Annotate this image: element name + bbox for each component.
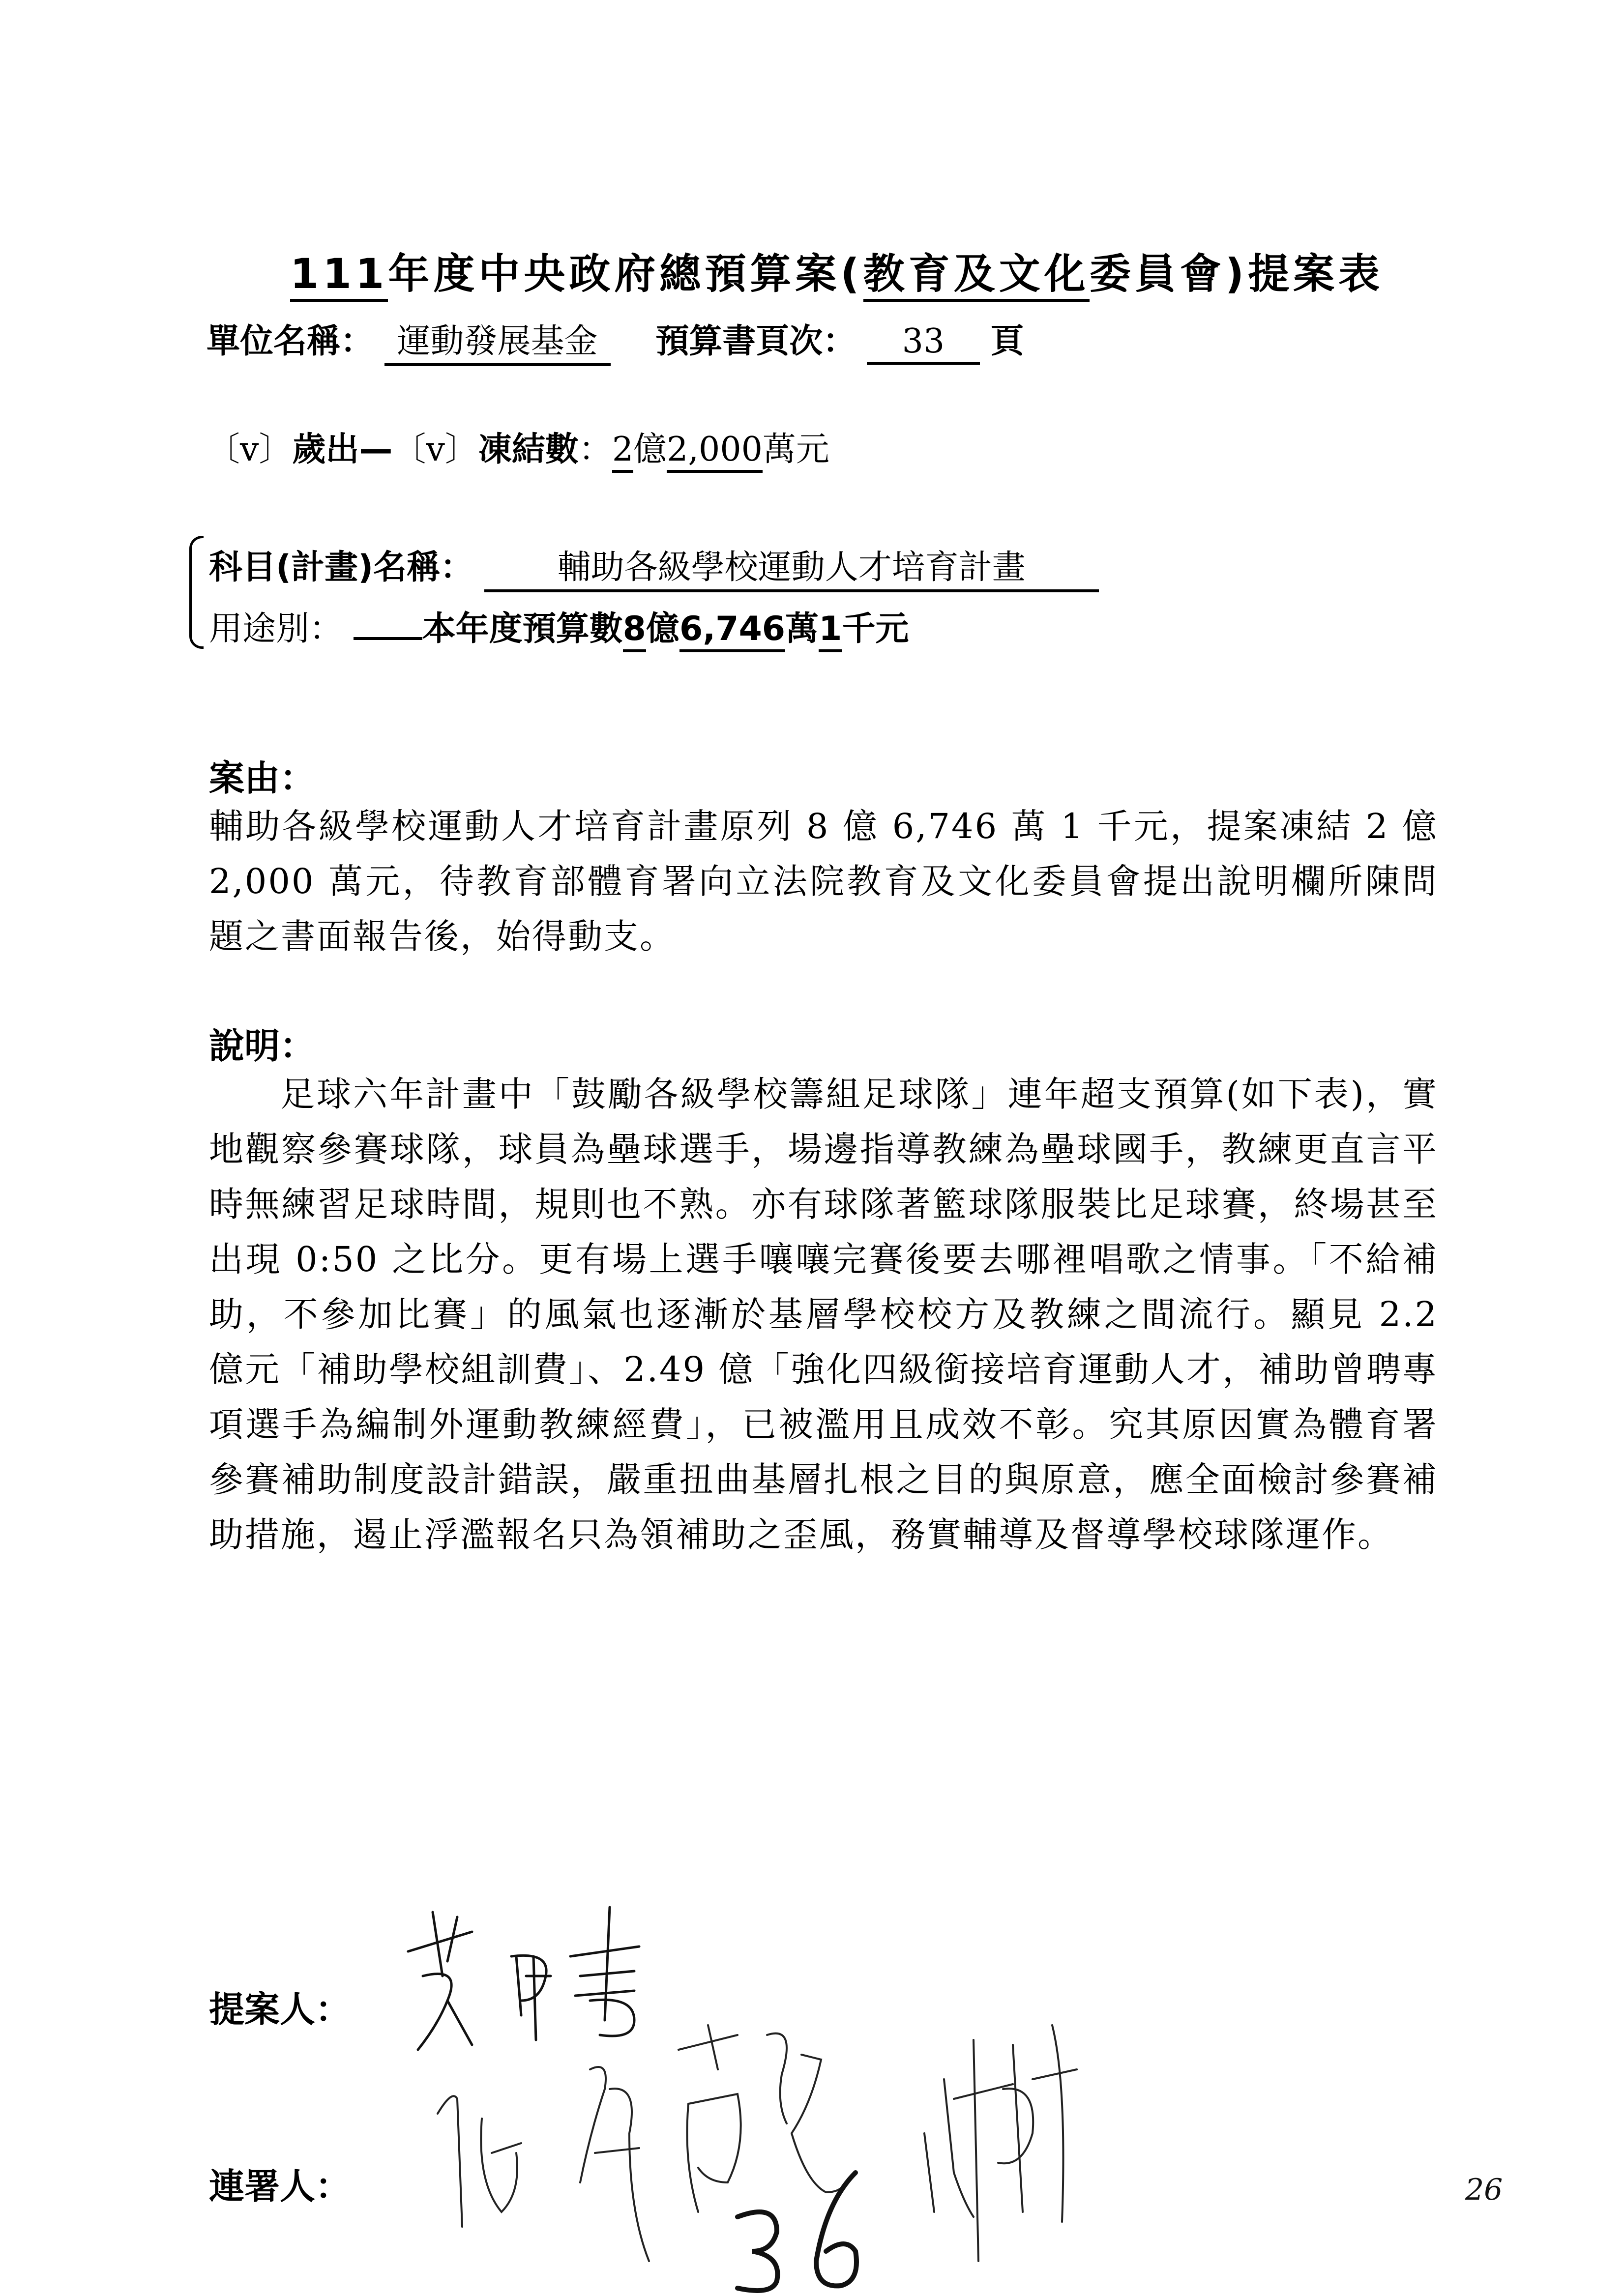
page-mark: 26 [1465,2173,1503,2207]
cosigners-label: 連署人： [209,2166,351,2207]
freeze-row [207,423,829,470]
freeze-unit-wan: 萬元 [762,430,829,469]
subject-bracket [189,536,204,649]
reason-heading: 案由： [209,757,316,799]
reason-text: 輔助各級學校運動人才培育計畫原列 8 億 6,746 萬 1 千元，提案凍結 2 億 2,000 萬元，待教育部體育署向立法院教育及文化委員會提出說明欄所陳問題之書面報告後，始得動支。 [209,806,1438,957]
page-label: 預算書頁次： [655,322,856,361]
explanation-paragraph [209,1067,1438,1562]
usage-row [209,602,909,650]
budget-unit-qian: 千元 [842,610,909,648]
form-title [290,241,1384,300]
usage-prefix: 本年度預算數 [422,610,623,648]
cosigner-signatures-drawing [433,2005,1269,2291]
unit-row [207,315,1024,366]
unit-value: 運動發展基金 [384,315,611,366]
page-suffix: 頁 [990,322,1024,361]
freeze-unit-yi: 億 [633,430,667,469]
checkbox-expenditure: 〔v〕 [207,430,293,469]
title-text-a: 年度中央政府總預算案( [388,250,863,298]
budget-qian: 1 [819,610,842,652]
page-value: 33 [867,322,980,365]
explanation-text: 足球六年計畫中「鼓勵各級學校籌組足球隊」連年超支預算(如下表)，實地觀察參賽球隊，球員為壘球選手，場邊指導教練為壘球國手，教練更直言平時無練習足球時間，規則也不熟。亦有球隊著籃球隊服裝比足球賽，終場甚至出現 0:50 之比分。更有場上選手嚷嚷完賽後要去哪裡唱歌之情事。「不給補助，不參加比賽」的風氣也逐漸於基層學校校方及教練之間流行。顯見 2.2 億元「補助學校組訓費」、2.49 億「強化四級銜接培育運動人才，補助曾聘專項選手為編制外運動教練經費」，已被濫用且成效不彰。究其原因實為體育署參賽補助制度設計錯誤，嚴重扭曲基層扎根之目的與原意，應全面檢討參賽補助措施，遏止浮濫報名只為領補助之歪風，務實輔導及督導學校球隊運作。 [209,1074,1438,1555]
budget-unit-wan: 萬 [785,610,819,648]
budget-yi: 8 [623,610,646,652]
handwritten-number-drawing [738,2173,856,2291]
title-text-b: 委員會)提案表 [1089,250,1384,298]
freeze-amount-yi: 2 [612,430,633,473]
subject-value: 輔助各級學校運動人才培育計畫 [484,541,1099,592]
freeze-amount-wan: 2,000 [667,430,763,473]
expenditure-label: 歲出— [292,430,393,469]
proposer-label: 提案人： [209,1989,351,2030]
unit-label: 單位名稱： [207,322,374,361]
usage-label: 用途別： [209,610,343,648]
reason-paragraph [209,799,1438,964]
budget-wan: 6,746 [679,610,785,652]
title-year: 111 [290,250,388,302]
freeze-label: 凍結數 [478,430,579,469]
explanation-heading: 說明： [209,1025,316,1067]
cosigner-signatures [433,2005,1269,2293]
subject-label: 科目(計畫)名稱： [209,548,474,587]
subject-row [209,541,1099,592]
title-committee: 教育及文化 [863,250,1090,302]
budget-unit-yi: 億 [646,610,679,648]
freeze-colon: ： [578,430,612,469]
checkbox-freeze: 〔v〕 [392,430,478,469]
usage-blank [354,636,422,640]
